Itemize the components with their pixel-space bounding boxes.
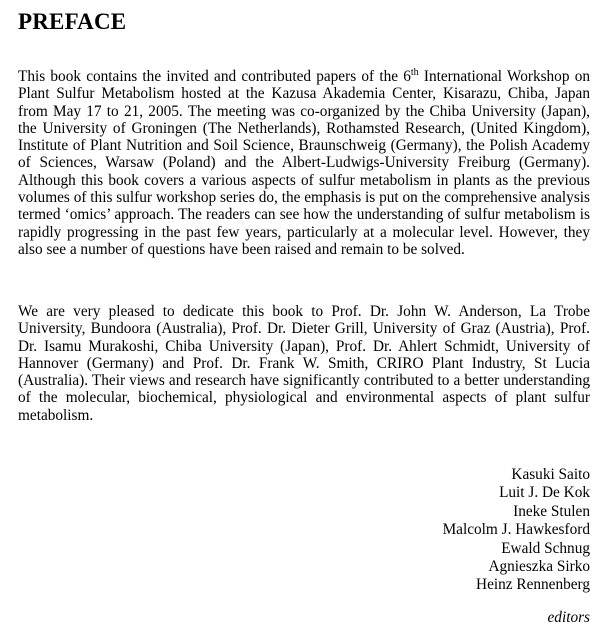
editor-name: Heinz Rennenberg [476,576,590,594]
paragraph-introduction-start: This book contains the invited and contributed papers of the 6 [18,68,411,85]
editor-name: Luit J. De Kok [499,484,590,502]
ordinal-superscript: th [410,66,419,78]
paragraph-introduction-rest: International Workshop on Plant Sulfur Metabolism hosted at the Kazusa Akademia Center, Kisarazu, Chiba, Japan from May 17 to 21, 2005. The meeting was co-organized by the Chiba University (Japan), the University of Groningen (The Netherlands), Rothamsted Research, (United Kingdom), Institute of Plant Nutrition and Soil Science, Braunschweig (Germany), the Polish Academy of Sciences, Warsaw (Poland) and the Albert-Ludwigs-University Freiburg (Germany). Although this book covers a various aspects of sulfur metabolism in plants as the previous volumes of this sulfur workshop series do, the emphasis is put on the comprehensive analysis termed ‘omics’ approach. The readers can see how the understanding of sulfur metabolism is rapidly progressing in the past few years, particularly at a molecular level. However, they also see a number of questions have been raised and remain to be solved. [18,68,590,258]
paragraph-dedication: We are very pleased to dedicate this book to Prof. Dr. John W. Anderson, La Trobe University, Bundoora (Australia), Prof. Dr. Dieter Grill, University of Graz (Austria), Prof. Dr. Isamu Murakoshi, Chiba University (Japan), Prof. Dr. Ahlert Schmidt, University of Hannover (Germany) and Prof. Dr. Frank W. Smith, CRIRO Plant Industry, St Lucia (Australia). Their views and research have significantly contributed to a better understanding of the molecular, biochemical, physiological and environmental aspects of plant sulfur metabolism. [18,303,590,424]
preface-page [18,0,590,640]
editor-name: Agnieszka Sirko [488,558,590,576]
editors-role-label: editors [547,609,590,626]
editor-name: Ewald Schnug [501,539,590,557]
editor-name: Kasuki Saito [511,466,590,483]
paragraph-introduction [18,68,590,258]
editor-name: Ineke Stulen [513,502,590,520]
editors-list [443,466,590,595]
page-title: PREFACE [18,9,127,34]
editor-name: Malcolm J. Hawkesford [442,521,590,539]
